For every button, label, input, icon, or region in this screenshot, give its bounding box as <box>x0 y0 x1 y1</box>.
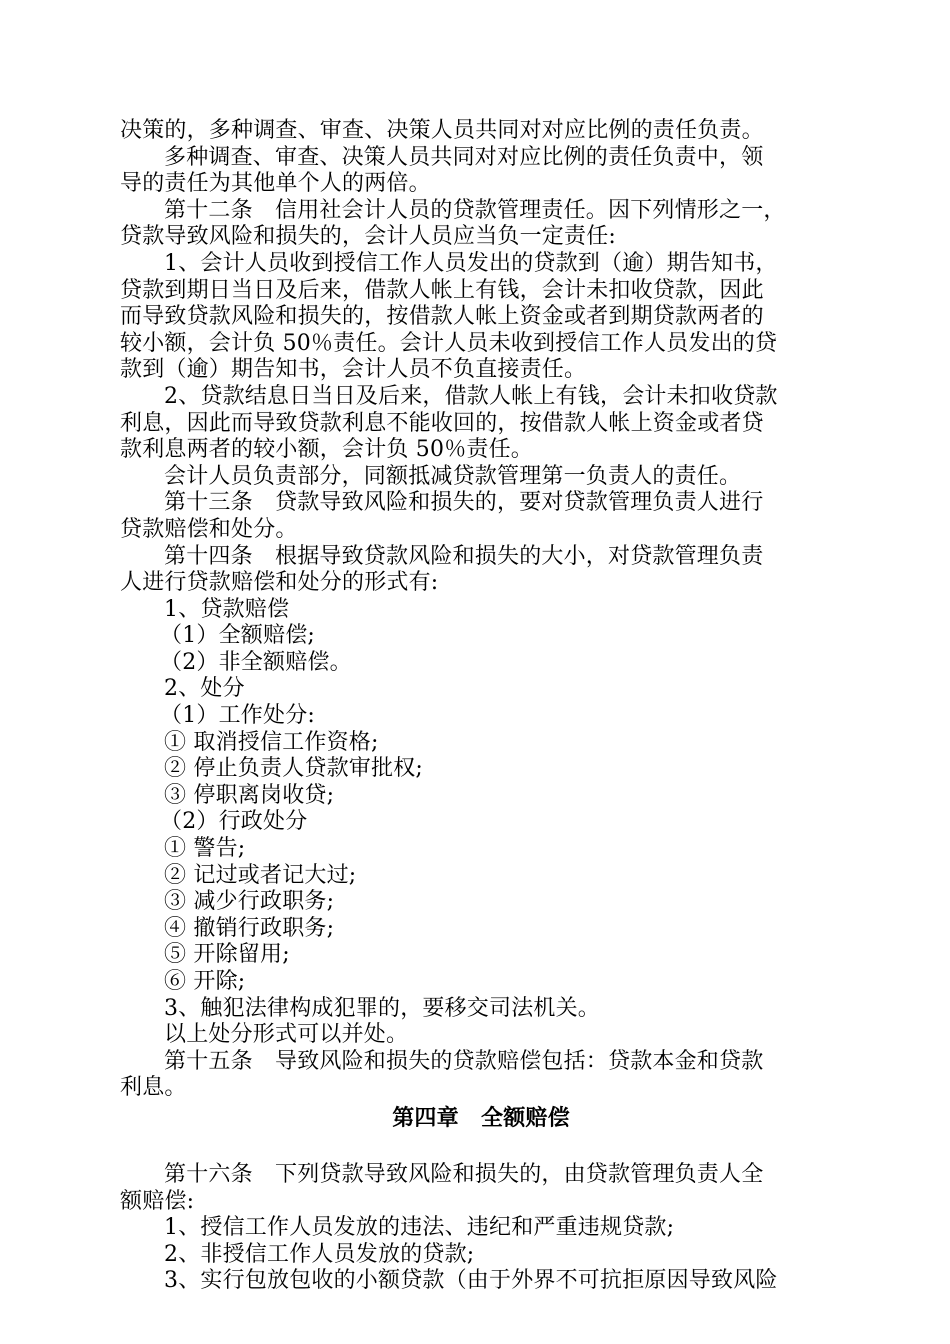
text-line: 2、贷款结息日当日及后来，借款人帐上有钱，会计未扣收贷款 <box>164 383 778 409</box>
list-item: 1、贷款赔偿 <box>164 596 290 622</box>
chapter-heading: 第四章 全额赔偿 <box>392 1105 570 1131</box>
article-15: 第十五条 导致风险和损失的贷款赔偿包括：贷款本金和贷款 <box>164 1048 764 1074</box>
list-item: 2、非授信工作人员发放的贷款; <box>164 1241 475 1267</box>
list-item: 1、授信工作人员发放的违法、违纪和严重违规贷款; <box>164 1215 675 1241</box>
list-item: （1）全额赔偿; <box>160 623 316 649</box>
text-line: 贷款导致风险和损失的，会计人员应当负一定责任: <box>120 224 617 250</box>
list-item: （2）行政处分 <box>160 809 308 835</box>
text-line: 多种调查、审查、决策人员共同对对应比例的责任负责中，领 <box>164 144 764 170</box>
list-item: ⑥ 开除; <box>164 969 246 994</box>
list-item: ③ 减少行政职务; <box>164 889 335 915</box>
text-line: 利息，因此而导致贷款利息不能收回的，按借款人帐上资金或者贷 <box>120 410 764 436</box>
text-line: 导的责任为其他单个人的两倍。 <box>120 171 431 197</box>
article-12: 第十二条 信用社会计人员的贷款管理责任。因下列情形之一， <box>164 197 786 223</box>
list-item: （2）非全额赔偿。 <box>160 649 352 675</box>
list-item: ⑤ 开除留用; <box>164 942 290 968</box>
text-line: 贷款赔偿和处分。 <box>120 516 298 542</box>
text-line: 而导致贷款风险和损失的，按借款人帐上资金或者到期贷款两者的 <box>120 304 764 330</box>
list-item: （1）工作处分: <box>160 703 316 729</box>
text-line: 决策的，多种调查、审查、决策人员共同对对应比例的责任负责。 <box>120 118 764 143</box>
list-item: 2、处分 <box>164 676 245 702</box>
article-14: 第十四条 根据导致贷款风险和损失的大小，对贷款管理负责 <box>164 543 764 569</box>
list-item: 3、触犯法律构成犯罪的，要移交司法机关。 <box>164 995 600 1021</box>
text-line: 人进行贷款赔偿和处分的形式有: <box>120 570 439 596</box>
list-item: ④ 撤销行政职务; <box>164 915 335 941</box>
text-line: 较小额，会计负 50％责任。会计人员未收到授信工作人员发出的贷 <box>120 330 778 356</box>
list-item: ① 警告; <box>164 836 246 862</box>
spacer <box>120 1136 832 1162</box>
text-line: 款到（逾）期告知书，会计人员不负直接责任。 <box>120 357 587 383</box>
text-line: 以上处分形式可以并处。 <box>164 1022 409 1048</box>
list-item: ② 停止负责人贷款审批权; <box>164 756 424 782</box>
text-line: 款利息两者的较小额，会计负 50％责任。 <box>120 437 533 463</box>
article-16: 第十六条 下列贷款导致风险和损失的，由贷款管理负责人全 <box>164 1161 764 1187</box>
list-item: 3、实行包放包收的小额贷款（由于外界不可抗拒原因导致风险 <box>164 1268 778 1294</box>
text-line: 会计人员负责部分，同额抵减贷款管理第一负责人的责任。 <box>164 463 742 489</box>
list-item: ③ 停职离岗收贷; <box>164 782 335 808</box>
list-item: ② 记过或者记大过; <box>164 862 357 888</box>
text-line: 额赔偿: <box>120 1188 195 1214</box>
text-line: 贷款到期日当日及后来，借款人帐上有钱，会计未扣收贷款，因此 <box>120 277 764 303</box>
list-item: ① 取消授信工作资格; <box>164 729 379 755</box>
text-line: 利息。 <box>120 1075 187 1101</box>
document-body <box>120 118 832 1295</box>
article-13: 第十三条 贷款导致风险和损失的，要对贷款管理负责人进行 <box>164 490 764 516</box>
text-line: 1、会计人员收到授信工作人员发出的贷款到（逾）期告知书， <box>164 250 778 276</box>
